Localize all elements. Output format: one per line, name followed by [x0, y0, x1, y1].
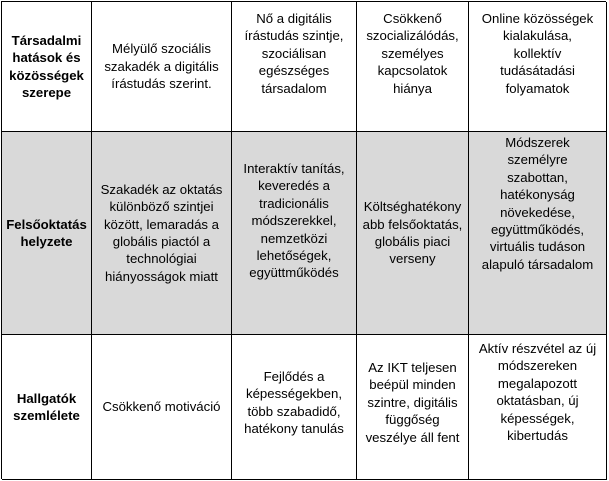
table-cell: Online közösségek kialakulása, kollektív tudásátadási folyamatok	[469, 2, 607, 132]
row-header-higher-education: Felsőoktatás helyzete	[2, 132, 92, 335]
table-cell: Módszerek személyre szabottan, hatékonyság növekedése, együttműködés, virtuális tudáson alapuló társadalom	[469, 132, 607, 335]
table-cell: Interaktív tanítás, keveredés a tradicionális módszerekkel, nemzetközi lehetőségek, együttműködés	[232, 132, 357, 335]
table-cell: Mélyülő szociális szakadék a digitális írástudás szerint.	[92, 2, 232, 132]
scenario-table	[1, 1, 606, 479]
table-cell: Fejlődés a képességekben, több szabadidő, hatékony tanulás	[232, 335, 357, 480]
table-cell: Csökkenő szocializálódás, személyes kapcsolatok hiánya	[357, 2, 469, 132]
row-header-social-impact: Társadalmi hatások és közösségek szerepe	[2, 2, 92, 132]
table-cell: Szakadék az oktatás különböző szintjei között, lemaradás a globális piactól a technológiai hiányosságok miatt	[92, 132, 232, 335]
table-cell: Költséghatékony abb felsőoktatás, globális piaci verseny	[357, 132, 469, 335]
table-cell: Az IKT teljesen beépül minden szintre, digitális függőség veszélye áll fent	[357, 335, 469, 480]
table-cell: Nő a digitális írástudás szintje, szociálisan egészséges társadalom	[232, 2, 357, 132]
table-cell: Aktív részvétel az új módszereken megalapozott oktatásban, új képességek, kibertudás	[469, 335, 607, 480]
table-cell: Csökkenő motiváció	[92, 335, 232, 480]
row-header-student-perspective: Hallgatók szemlélete	[2, 335, 92, 480]
